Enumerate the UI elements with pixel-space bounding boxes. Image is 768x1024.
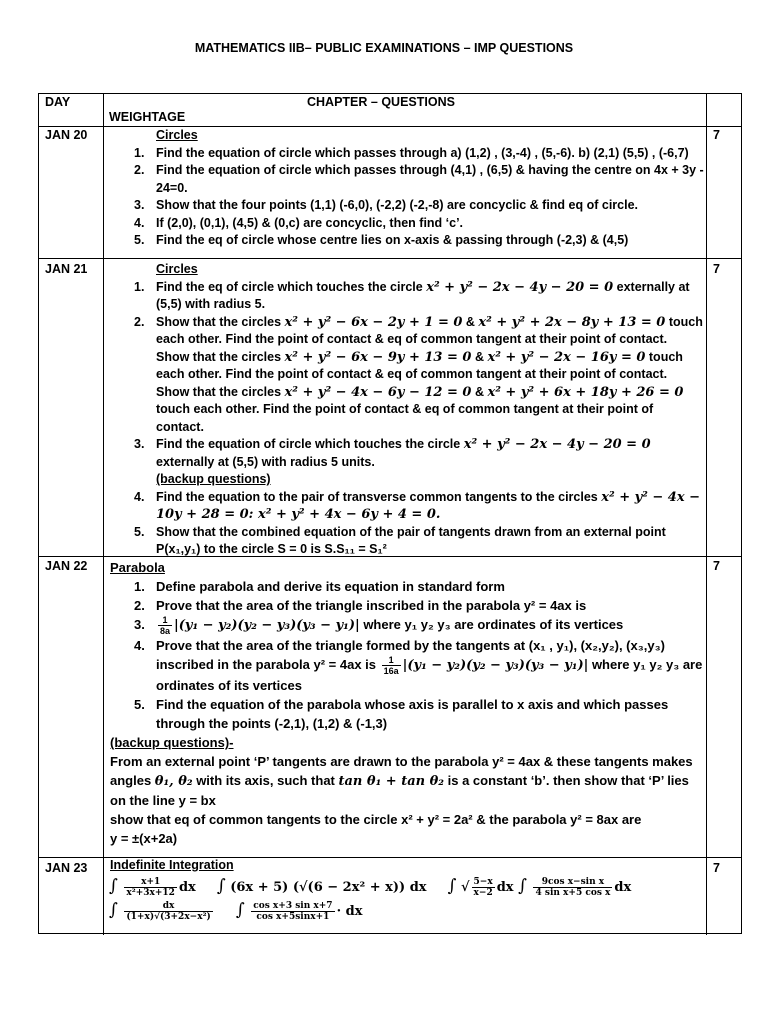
list-item: 1. Find the eq of circle which touches the circle x² + y² − 2x − 4y − 20 = 0 externally at (5,5) with radius 5.	[134, 279, 690, 311]
questions-table	[38, 93, 742, 934]
list-item: 2. Show that the circles x² + y² − 6x − 2y + 1 = 0 & x² + y² + 2x − 8y + 13 = 0 touch each other. Find the point of contact & eq of common tangent at their point of contact.	[134, 314, 703, 346]
chapter-heading: Parabola	[110, 560, 165, 575]
list-item: 3. Show that the four points (1,1) (-6,0), (-2,2) (-2,-8) are concyclic & find eq of circle.	[134, 198, 639, 212]
backup-heading: (backup questions)	[156, 472, 271, 486]
backup-text: From an external point ‘P’ tangents are drawn to the parabola y² = 4ax & these tangents makes	[110, 754, 693, 770]
row-content	[109, 261, 704, 559]
integral-line: ∫ $\frac{dx}{\text{(1+x)√(3+2x−x²)}}$ ∫ $\frac{\text{cos x+3 sin x+7}}{\text{cos x+5sinx+1}}$ · dx	[109, 899, 363, 922]
backup-text: angles θ₁, θ₂ with its axis, such that tan θ₁ + tan θ₂ is a constant ‘b’. then show that ‘P’ lies on the line y = bx	[110, 773, 689, 809]
row-content	[109, 558, 704, 848]
list-item: 2. Find the equation of circle which passes through (4,1) , (6,5) & having the centre on 4x + 3y - 24=0.	[134, 163, 704, 195]
row-day: JAN 20	[45, 128, 88, 142]
list-item: 5. Find the eq of circle whose centre lies on x-axis & passing through (-2,3) & (4,5)	[134, 233, 629, 247]
list-item: 1. Find the equation of circle which passes through a) (1,2) , (3,-4) , (5,-6). b) (2,1) (5,5) , (-6,7)	[134, 145, 689, 160]
integral-line: ∫ $\frac{x+1}{\text{x²+3x+12}}$ dx ∫ (6x + 5) (√(6 − 2x² + x)) dx ∫ √ $\frac{5-x}{x-2}$ dx ∫ $\frac{\text{9cos x−sin x}}{\text{4 sin x+5 cos x}}$ dx	[109, 875, 632, 898]
list-item-continuation: Show that the circles x² + y² − 4x − 6y − 12 = 0 & x² + y² + 6x + 18y + 26 = 0 touch each other. Find the point of contact & eq of common tangent at their point of contact.	[156, 384, 684, 434]
list-item: 3. $\frac{1}{8a}$ |(y₁ − y₂)(y₂ − y₃)(y₃ − y₁)| where y₁ y₂ y₃ are ordinates of its vertices	[134, 615, 624, 637]
row-divider	[39, 258, 741, 259]
integral-sign-icon: ∫	[109, 899, 118, 920]
backup-heading: (backup questions)-	[110, 735, 234, 751]
row-weightage: 7	[713, 262, 720, 276]
row-content	[109, 857, 704, 923]
list-item: 5. Find the equation of the parabola whose axis is parallel to x axis and which passes through the points (-2,1), (1,2) & (-1,3)	[134, 697, 669, 732]
integral-sign-icon: ∫	[518, 875, 527, 896]
list-item: 1. Define parabola and derive its equation in standard form	[134, 579, 505, 594]
chapter-heading: Circles	[156, 128, 198, 142]
page-title: MATHEMATICS IIB– PUBLIC EXAMINATIONS – IMP QUESTIONS	[194, 41, 574, 55]
row-day: JAN 23	[45, 861, 88, 875]
list-item: 5. Show that the combined equation of the pair of tangents drawn from an external point P(x₁,y₁) to the circle S = 0 is S.S₁₁ = S₁²	[134, 524, 666, 556]
row-day: JAN 21	[45, 262, 88, 276]
list-item: 3. Find the equation of circle which touches the circle x² + y² − 2x − 4y − 20 = 0 externally at (5,5) with radius 5 units.	[134, 437, 651, 469]
list-item: 4. Find the equation to the pair of transverse common tangents to the circles x² + y² − 4x − 10y + 28 = 0: x² + y² + 4x − 6y + 4 = 0.	[134, 489, 701, 522]
list-item: 2. Prove that the area of the triangle inscribed in the parabola y² = 4ax is	[134, 598, 587, 613]
row-day: JAN 22	[45, 559, 88, 573]
header-weightage: WEIGHTAGE	[109, 110, 186, 124]
row-weightage: 7	[713, 128, 720, 142]
integral-sign-icon: ∫	[216, 875, 226, 896]
chapter-heading: Circles	[156, 262, 198, 276]
list-item: 4. If (2,0), (0,1), (4,5) & (0,c) are concyclic, then find ‘c’.	[134, 215, 464, 230]
integral-sign-icon: ∫	[235, 899, 245, 920]
integral-sign-icon: ∫	[109, 875, 118, 896]
header-chapter: CHAPTER – QUESTIONS	[307, 95, 455, 109]
backup-text: y = ±(x+2a)	[110, 831, 178, 847]
column-divider-left	[103, 94, 104, 935]
row-content	[109, 127, 704, 250]
column-divider-right	[706, 94, 707, 935]
backup-text: show that eq of common tangents to the circle x² + y² = 2a² & the parabola y² = 8ax are	[110, 812, 642, 828]
list-item-continuation: Show that the circles x² + y² − 6x − 9y + 13 = 0 & x² + y² − 2x − 16y = 0 touch each other. Find the point of contact & eq of common tangent at their point of contact.	[156, 349, 683, 381]
list-item: 4. Prove that the area of the triangle formed by the tangents at (x₁ , y₁), (x₂,y₂), (x₃,y₃) inscribed in the parabola y² = 4ax is $\frac{1}{16a}$ |(y₁ − y₂)(y₂ − y₃)(y₃ − y₁)| where y₁ y₂ y₃ are ordinates of its vertices	[134, 638, 703, 694]
header-day: DAY	[45, 95, 71, 109]
chapter-heading: Indefinite Integration	[110, 858, 234, 872]
row-weightage: 7	[713, 861, 720, 875]
row-weightage: 7	[713, 559, 720, 573]
integral-sign-icon: ∫	[447, 875, 457, 896]
